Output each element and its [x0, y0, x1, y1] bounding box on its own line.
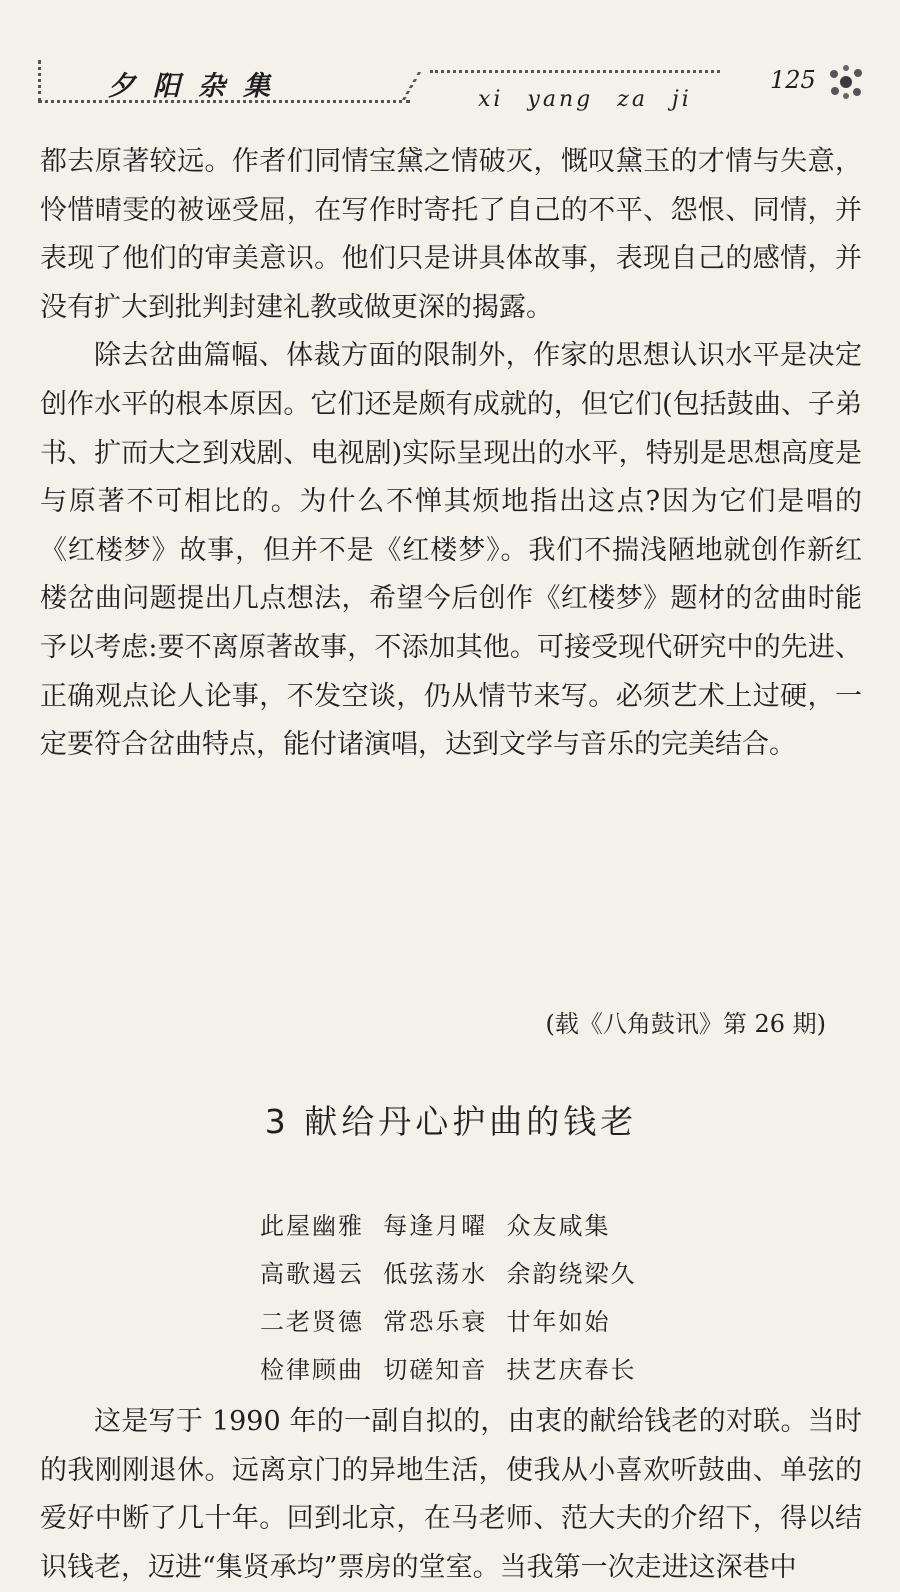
paragraph: 这是写于 1990 年的一副自拟的，由衷的献给钱老的对联。当时的我刚刚退休。远离京门的异地生活，使我从小喜欢听鼓曲、单弦的爱好中断了几十年。回到北京，在马老师、范大夫的介绍下，得以结识钱老，迈进“集贤承均”票房的堂室。当我第一次走进这深巷中 [40, 1406, 862, 1583]
body-text [40, 138, 862, 1583]
couplet-poem [260, 1202, 637, 1394]
couplet-line: 二老贤德 常恐乐衰 廿年如始 [260, 1308, 611, 1336]
book-title-pinyin: xi yang za ji [478, 87, 692, 112]
couplet-line: 高歌遏云 低弦荡水 余韵绕梁久 [260, 1260, 637, 1288]
flower-ornament-icon [826, 64, 866, 100]
page-number: 125 [770, 66, 816, 94]
section-title: 3 献给丹心护曲的钱老 [264, 1102, 638, 1141]
paragraph: 除去岔曲篇幅、体裁方面的限制外，作家的思想认识水平是决定创作水平的根本原因。它们还是颇有成就的，但它们(包括鼓曲、子弟书、扩而大之到戏剧、电视剧)实际呈现出的水平，特别是思想高度是与原著不可相比的。为什么不惮其烦地指出这点?因为它们是唱的《红楼梦》故事，但并不是《红楼梦》。我们不揣浅陋地就创作新红楼岔曲问题提出几点想法，希望今后创作《红楼梦》题材的岔曲时能予以考虑:要不离原著故事，不添加其他。可接受现代研究中的先进、正确观点论人论事，不发空谈，仍从情节来写。必须艺术上过硬，一定要符合岔曲特点，能付诸演唱，达到文学与音乐的完美结合。 [40, 340, 862, 761]
header-dotted-connector [402, 72, 445, 100]
book-title: 夕阳杂集 [108, 71, 288, 102]
page-header [0, 0, 900, 130]
couplet-line: 此屋幽雅 每逢月曜 众友咸集 [260, 1212, 611, 1240]
paragraph: 都去原著较远。作者们同情宝黛之情破灭，慨叹黛玉的才情与失意，怜惜晴雯的被诬受屈，在写作时寄托了自己的不平、怨恨、同情，并表现了他们的审美意识。他们只是讲具体故事，表现自己的感情，并没有扩大到批判封建礼教或做更深的揭露。 [40, 146, 862, 323]
header-dotted-border-left [38, 60, 41, 102]
couplet-line: 检律顾曲 切磋知音 扶艺庆春长 [260, 1356, 637, 1384]
source-citation: (载《八角鼓讯》第 26 期) [545, 1010, 826, 1038]
header-dotted-border-right [430, 70, 720, 73]
